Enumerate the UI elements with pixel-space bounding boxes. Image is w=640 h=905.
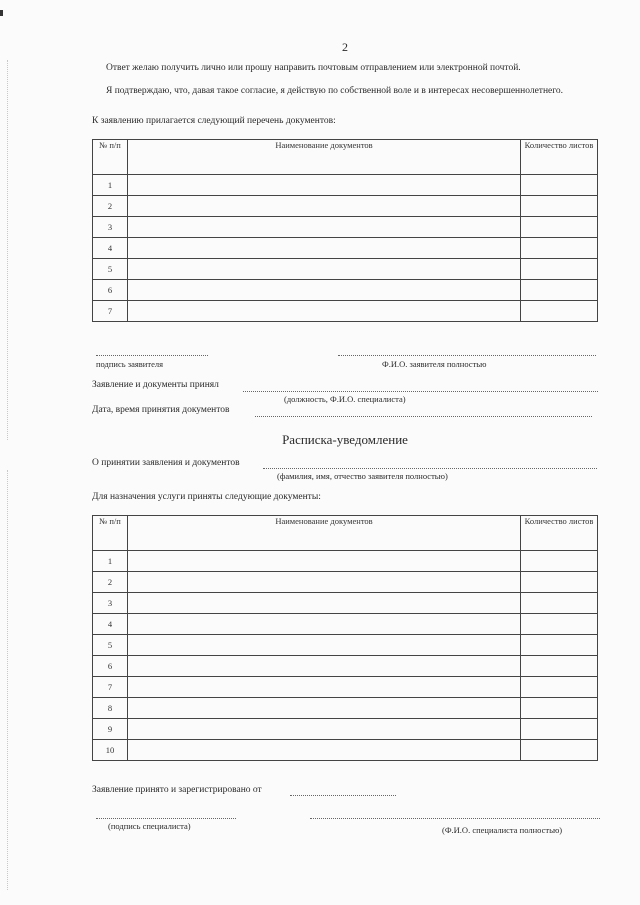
sheet-count-cell[interactable] (521, 614, 598, 635)
table-row (93, 740, 598, 761)
table-row (93, 175, 598, 196)
date-time-label: Дата, время принятия документов (92, 405, 230, 415)
row-number: 7 (93, 677, 128, 698)
table-row (93, 238, 598, 259)
consent-text: Я подтверждаю, что, давая такое согласие, я действую по собственной воле и в интересах несовершеннолетнего. (106, 86, 564, 96)
table-row (93, 280, 598, 301)
sheet-count-cell[interactable] (521, 280, 598, 301)
sheet-count-cell[interactable] (521, 698, 598, 719)
date-time-line[interactable] (255, 416, 592, 417)
specialist-signature-line[interactable] (96, 818, 236, 819)
scan-margin-dots (7, 470, 9, 890)
table-row (93, 196, 598, 217)
table-row (93, 301, 598, 322)
attached-documents-intro: К заявлению прилагается следующий перечень документов: (92, 116, 336, 126)
applicant-fio-line[interactable] (338, 355, 596, 356)
row-number: 3 (93, 217, 128, 238)
specialist-signature-caption: (подпись специалиста) (108, 821, 191, 831)
row-number: 4 (93, 614, 128, 635)
specialist-fio-line[interactable] (310, 818, 600, 819)
received-label: О принятии заявления и документов (92, 458, 240, 468)
receipt-title: Расписка-уведомление (282, 432, 408, 447)
row-number: 7 (93, 301, 128, 322)
scan-edge-mark (0, 10, 3, 16)
table-row (93, 572, 598, 593)
applicant-fio-caption: Ф.И.О. заявителя полностью (382, 359, 487, 369)
sheet-count-cell[interactable] (521, 259, 598, 280)
sheet-count-cell[interactable] (521, 656, 598, 677)
table-row (93, 635, 598, 656)
sheet-count-cell[interactable] (521, 572, 598, 593)
table-row (93, 656, 598, 677)
applicant-documents-table (92, 139, 598, 322)
document-name-cell[interactable] (128, 656, 521, 677)
document-name-cell[interactable] (128, 740, 521, 761)
applicant-signature-line[interactable] (96, 355, 208, 356)
table-row (93, 217, 598, 238)
document-name-cell[interactable] (128, 698, 521, 719)
sheet-count-cell[interactable] (521, 719, 598, 740)
row-number: 1 (93, 175, 128, 196)
delivery-preference-text: Ответ желаю получить лично или прошу направить почтовым отправлением или электронной почтой. (106, 63, 521, 73)
row-number: 8 (93, 698, 128, 719)
specialist-fio-caption: (Ф.И.О. специалиста полностью) (442, 825, 563, 835)
column-header-sheet-count: Количество листов (521, 140, 598, 175)
received-applicant-caption: (фамилия, имя, отчество заявителя полностью) (277, 471, 448, 481)
column-header-number: № п/п (93, 516, 128, 551)
table-row (93, 698, 598, 719)
document-name-cell[interactable] (128, 175, 521, 196)
document-name-cell[interactable] (128, 217, 521, 238)
column-header-document-name: Наименование документов (128, 140, 521, 175)
row-number: 5 (93, 635, 128, 656)
table-row (93, 677, 598, 698)
table-row (93, 593, 598, 614)
table-row (93, 719, 598, 740)
sheet-count-cell[interactable] (521, 196, 598, 217)
document-name-cell[interactable] (128, 196, 521, 217)
accepted-by-label: Заявление и документы принял (92, 380, 219, 390)
column-header-number: № п/п (93, 140, 128, 175)
sheet-count-cell[interactable] (521, 175, 598, 196)
document-name-cell[interactable] (128, 719, 521, 740)
row-number: 4 (93, 238, 128, 259)
row-number: 10 (93, 740, 128, 761)
row-number: 1 (93, 551, 128, 572)
row-number: 2 (93, 572, 128, 593)
accepted-by-caption: (должность, Ф.И.О. специалиста) (284, 394, 406, 404)
table-row (93, 551, 598, 572)
accepted-by-line[interactable] (243, 391, 598, 392)
service-documents-label: Для назначения услуги приняты следующие документы: (92, 492, 321, 502)
document-name-cell[interactable] (128, 551, 521, 572)
table-header-row (93, 516, 598, 551)
sheet-count-cell[interactable] (521, 593, 598, 614)
document-name-cell[interactable] (128, 593, 521, 614)
document-name-cell[interactable] (128, 572, 521, 593)
document-name-cell[interactable] (128, 238, 521, 259)
row-number: 3 (93, 593, 128, 614)
registration-label: Заявление принято и зарегистрировано от (92, 785, 262, 795)
document-name-cell[interactable] (128, 301, 521, 322)
table-header-row (93, 140, 598, 175)
document-name-cell[interactable] (128, 280, 521, 301)
scan-margin-dots (7, 60, 9, 440)
row-number: 6 (93, 280, 128, 301)
column-header-sheet-count: Количество листов (521, 516, 598, 551)
sheet-count-cell[interactable] (521, 551, 598, 572)
document-name-cell[interactable] (128, 677, 521, 698)
receipt-documents-table (92, 515, 598, 761)
applicant-signature-caption: подпись заявителя (96, 359, 163, 369)
received-applicant-line[interactable] (263, 468, 597, 469)
sheet-count-cell[interactable] (521, 677, 598, 698)
document-name-cell[interactable] (128, 614, 521, 635)
sheet-count-cell[interactable] (521, 740, 598, 761)
sheet-count-cell[interactable] (521, 635, 598, 656)
page-number: 2 (342, 40, 348, 54)
row-number: 5 (93, 259, 128, 280)
document-name-cell[interactable] (128, 635, 521, 656)
row-number: 6 (93, 656, 128, 677)
row-number: 2 (93, 196, 128, 217)
row-number: 9 (93, 719, 128, 740)
sheet-count-cell[interactable] (521, 217, 598, 238)
table-row (93, 614, 598, 635)
table-row (93, 259, 598, 280)
registration-date-line[interactable] (290, 795, 396, 796)
column-header-document-name: Наименование документов (128, 516, 521, 551)
sheet-count-cell[interactable] (521, 238, 598, 259)
sheet-count-cell[interactable] (521, 301, 598, 322)
document-name-cell[interactable] (128, 259, 521, 280)
